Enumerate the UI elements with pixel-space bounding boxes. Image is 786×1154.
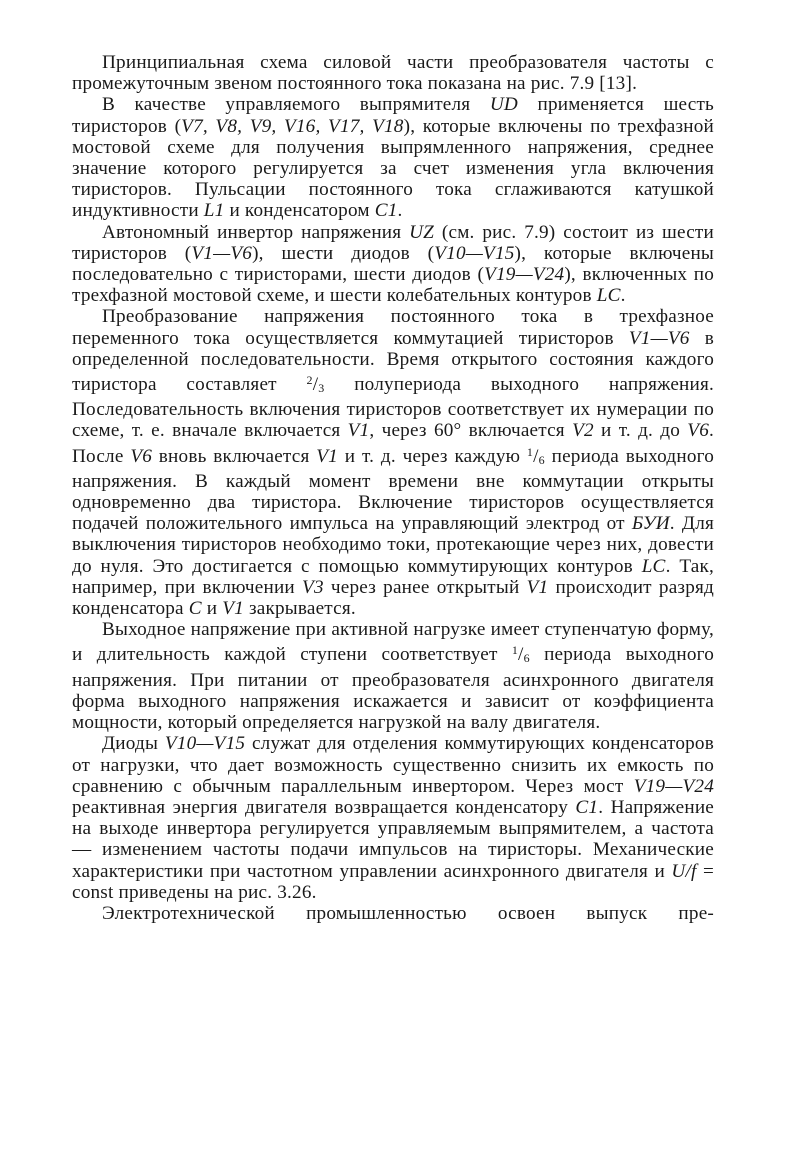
text-run: ), шести диодов ( [252, 242, 435, 264]
italic-symbol: C1 [575, 796, 599, 818]
text-run: периода выходного напряжения. При питании от преобразователя асинхронного двигателя форма выходного напряжения искажается и зависит от коэффициента мощности, который определяется нагрузкой на валу двигателя. [72, 644, 715, 734]
italic-symbol: V1 [222, 598, 244, 620]
text-run: в определенной последовательности. Время открытого состояния каждого тиристора составляет [72, 327, 714, 396]
text-run: Автономный инвертор напряжения [102, 221, 410, 243]
paragraph-5 [72, 619, 714, 733]
text-run: ), которые включены по трехфазной мостовой схеме для получения выпрямленного напряжения, среднее значение которого регулируется за счет изменения угла включения тиристоров. Пульсации постоянного тока сглаживаются катушкой индуктивности [72, 115, 714, 222]
italic-symbol: LC [596, 285, 621, 307]
text-run: / [518, 644, 524, 666]
text-run: Выходное напряжение при активной нагрузке имеет ступенчатую форму, и длительность каждой ступени соответствует [72, 619, 714, 666]
text-run: = const приведены на рис. 3.26. [72, 860, 714, 903]
paragraph-4 [72, 306, 714, 619]
italic-symbol: V7, V8, V9, V16, V17, V18 [181, 115, 404, 137]
italic-symbol: V6 [130, 445, 153, 467]
italic-symbol: V1 [347, 420, 370, 442]
paragraph-3 [72, 222, 714, 307]
italic-symbol: U/f [671, 860, 697, 882]
text-run: , через 60° включается [369, 420, 573, 442]
italic-symbol: LC [641, 555, 666, 577]
italic-symbol: V19—V24 [484, 264, 565, 286]
text-run: и конденсатором [224, 200, 375, 222]
fraction-denominator: 6 [523, 651, 530, 666]
text-run: Диоды [102, 733, 165, 755]
fraction-denominator: 6 [538, 452, 545, 467]
italic-symbol: V6 [687, 420, 709, 442]
text-run: / [533, 445, 539, 467]
text-run: полупериода выходного напряжения. Последовательность включения тиристоров соответствует их нумерации по схеме, т. е. вначале включается [72, 374, 714, 442]
italic-symbol: C1 [374, 200, 398, 222]
text-run: (см. рис. 7.9) состоит из шести тиристоров ( [72, 221, 714, 264]
text-run: / [312, 374, 319, 396]
text-run: применяется шесть тиристоров ( [72, 94, 714, 137]
italic-symbol: C [188, 598, 202, 620]
italic-symbol: V1—V6 [191, 242, 253, 264]
italic-symbol: V1 [526, 576, 549, 598]
text-run: через ранее открытый [323, 576, 527, 598]
italic-symbol: V3 [302, 576, 324, 598]
text-run: ), которые включены последовательно с тиристорами, шести диодов ( [72, 242, 715, 286]
text-run: В качестве управляемого выпрямителя [102, 94, 490, 116]
italic-symbol: UD [489, 94, 518, 116]
text-run: . [620, 285, 626, 307]
text-run: Принципиальная схема силовой части преобразователя частоты с промежуточным звеном постоянного тока показана на рис. 7.9 [13]. [72, 52, 714, 95]
paragraph-6 [72, 733, 714, 903]
italic-symbol: UZ [409, 221, 435, 243]
text-run: . [397, 200, 403, 222]
text-run: реактивная энергия двигателя возвращается конденсатору [72, 796, 576, 818]
text-run: . После [72, 420, 714, 467]
italic-symbol: V1—V6 [628, 327, 690, 349]
text-run: . Напряжение на выходе инвертора регулируется управляемым выпрямителем, а частота — изменением частоты подачи импульсов на тиристоры. Механические характеристики при частотном управлении асинхронного двигателя и [72, 796, 715, 882]
text-run: и т. д. через каждую [337, 445, 527, 467]
fraction-numerator: 1 [511, 643, 519, 658]
fraction-denominator: 3 [318, 381, 325, 396]
body-text [72, 52, 714, 924]
italic-symbol: БУИ [631, 513, 670, 535]
italic-symbol: V19—V24 [633, 775, 714, 797]
text-run: служат для отделения коммутирующих конденсаторов от нагрузки, что дает возможность существенно снизить их емкость по сравнению с обычным параллельным инвертором. Через мост [72, 733, 714, 797]
italic-symbol: L1 [203, 200, 225, 222]
text-run: происходит разряд конденсатора [72, 576, 714, 620]
text-run: . Так, например, при включении [72, 555, 714, 598]
italic-symbol: V10—V15 [434, 242, 515, 264]
italic-symbol: V10—V15 [164, 733, 246, 755]
paragraph-7 [72, 903, 714, 924]
text-run: Электротехнической промышленностью освоен выпуск пре- [102, 902, 714, 924]
text-run: периода выходного напряжения. В каждый момент времени вне коммутации открыты одновременно два тиристора. Включение тиристоров осуществляется подачей положительного импульса на управляющий электрод от [72, 445, 714, 535]
text-run: и [201, 598, 223, 620]
paragraph-1 [72, 52, 714, 94]
paragraph-2 [72, 94, 714, 221]
fraction-numerator: 2 [306, 373, 313, 388]
text-run: . Для выключения тиристоров необходимо токи, протекающие через них, довести до нуля. Это достигается с помощью коммутирующих контуров [72, 513, 714, 577]
text-run: и т. д. до [593, 420, 688, 442]
text-run: Преобразование напряжения постоянного тока в трехфазное переменного тока осуществляется коммутацией тиристоров [72, 306, 714, 349]
italic-symbol: V1 [316, 445, 338, 467]
text-run: вновь включается [152, 445, 317, 467]
text-run: ), включенных по трехфазной мостовой схеме, и шести колебательных контуров [72, 264, 715, 307]
italic-symbol: V2 [572, 420, 594, 442]
text-run: закрывается. [243, 598, 356, 620]
fraction-numerator: 1 [526, 444, 534, 459]
